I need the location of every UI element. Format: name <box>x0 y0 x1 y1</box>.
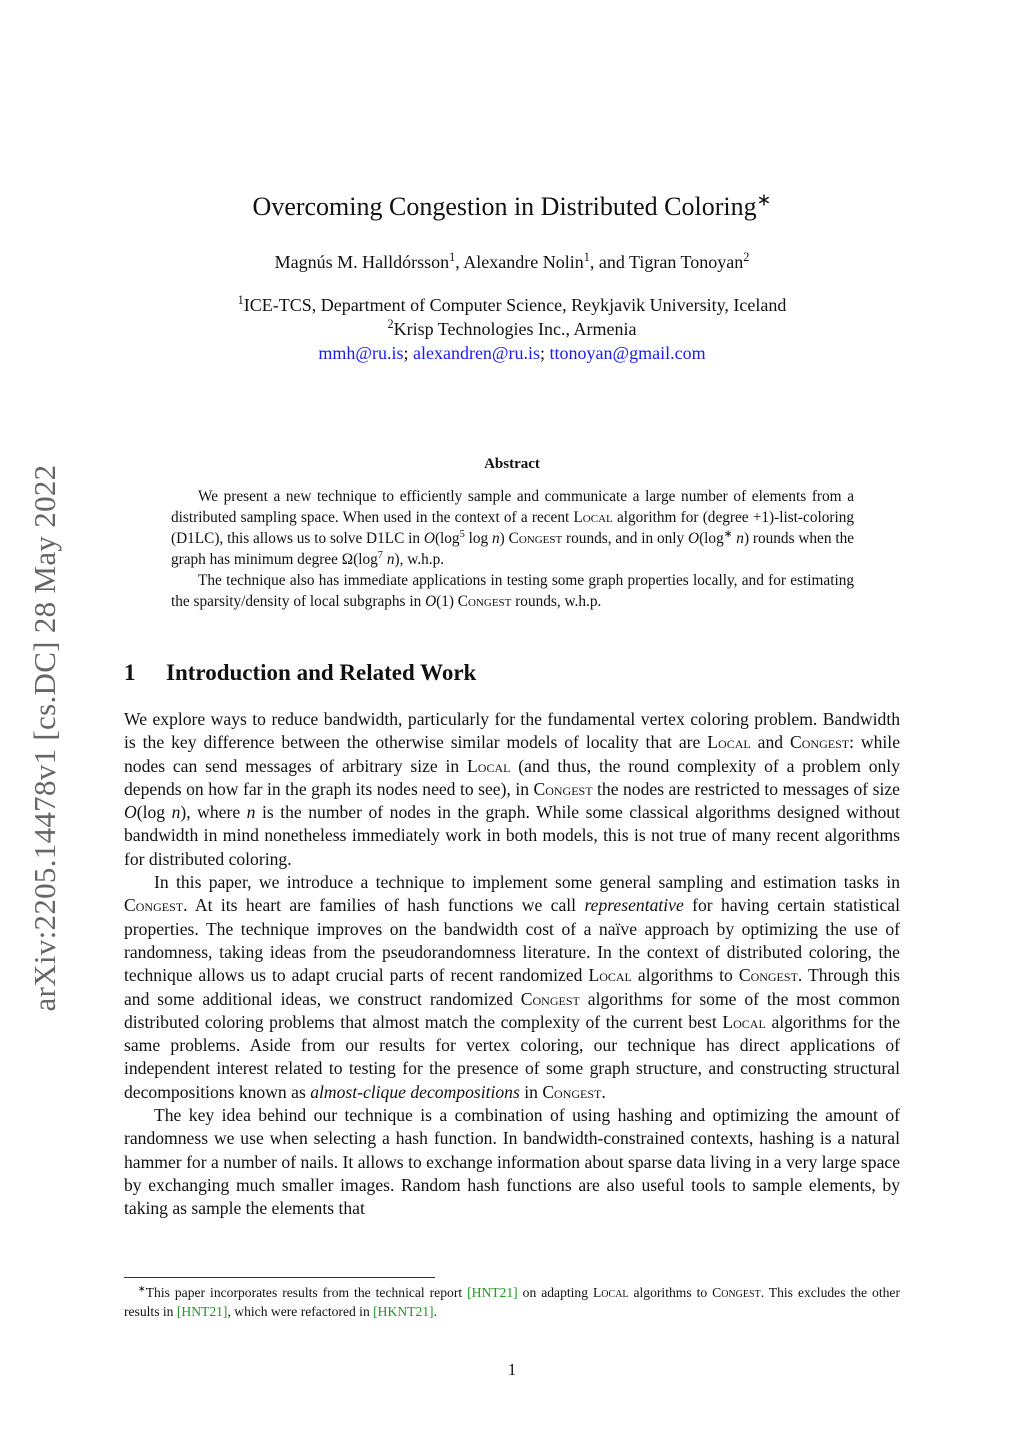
math-var: O <box>423 530 435 547</box>
math-sup: 7 <box>377 549 383 561</box>
model-name: Local <box>593 1285 629 1300</box>
section-title: Introduction and Related Work <box>166 660 477 685</box>
math-run: ) <box>394 551 400 568</box>
math-run: ) <box>180 802 187 823</box>
text-run: . Through this and some additional ideas, we construct randomized <box>124 965 900 1009</box>
page-number: 1 <box>507 1360 517 1379</box>
text-run: for having certain statistical properties. The technique improves on the bandwidth cost of a naïve approach by optimizing the use of randomness, taking ideas from the pseudorandomness literature. In the context of distributed coloring, the technique allows us to adapt crucial parts of recent randomized <box>124 895 900 986</box>
author-name: Magnús M. Halldórsson <box>274 252 450 272</box>
abstract-paragraph <box>171 570 854 612</box>
model-name: Congest <box>790 732 850 753</box>
email-separator: ; <box>403 343 413 363</box>
math-run: log <box>464 530 493 547</box>
math-run: (log <box>136 802 172 823</box>
abstract-body <box>171 486 854 612</box>
text-run: (and thus, the round complexity of a problem only depends on how far in the graph its nodes need to see), in <box>124 755 900 799</box>
emphasis: representative <box>584 895 684 916</box>
text-run: is the number of nodes in the graph. While some classical algorithms designed without bandwidth in mind nonetheless immediately work in both models, this is not true of many recent algorithms for distributed coloring. <box>124 802 900 869</box>
model-name: Congest <box>533 778 593 799</box>
emphasis: almost-clique decompositions <box>310 1081 520 1102</box>
math-run: (log <box>434 530 460 547</box>
math-var: n <box>386 551 395 568</box>
paper-title <box>0 189 1024 222</box>
text-run: algorithms to <box>631 965 739 986</box>
model-name: Local <box>467 755 511 776</box>
math-run: (1) <box>436 593 458 610</box>
math-var: O <box>425 593 437 610</box>
text-run: . <box>601 1081 606 1102</box>
math-run: (log <box>699 530 724 547</box>
email-link[interactable]: ttonoyan@gmail.com <box>549 343 706 363</box>
abstract-paragraph <box>171 486 854 570</box>
author-list <box>0 252 1024 273</box>
model-name: Congest <box>457 593 512 610</box>
email-link[interactable]: mmh@ru.is <box>318 343 404 363</box>
math-sup: ∗ <box>723 528 733 540</box>
model-name: Local <box>573 509 613 526</box>
model-name: Congest <box>124 895 184 916</box>
author-affil-mark: 1 <box>449 250 456 264</box>
author-separator: , and <box>589 252 630 272</box>
model-name: Congest <box>712 1285 761 1300</box>
text-run: algorithm for (degree +1)-list-coloring (D1LC), this allows us to solve D1LC in <box>171 509 855 547</box>
text-run: , which were refactored in <box>227 1304 374 1319</box>
text-run: We explore ways to reduce bandwidth, particularly for the fundamental vertex coloring problem. Bandwidth is the key difference between the otherwise similar models of locality that are <box>124 709 900 753</box>
footnote-mark: ∗ <box>138 1283 146 1294</box>
section-number: 1 <box>124 660 136 685</box>
email-separator: ; <box>540 343 550 363</box>
text-run: This paper incorporates results from the technical report <box>145 1285 468 1300</box>
body-paragraph <box>124 708 900 871</box>
math-var: O <box>688 530 700 547</box>
text-run: and <box>750 732 791 753</box>
arxiv-stamp: arXiv:2205.14478v1 [cs.DC] 28 May 2022 <box>27 464 62 1012</box>
affiliation-2 <box>0 319 1024 340</box>
title-footnote-mark: ∗ <box>756 189 772 210</box>
footnote <box>124 1283 900 1321</box>
author-name: Tigran Tonoyan <box>629 252 744 272</box>
citation-link[interactable]: [HNT21] <box>176 1304 228 1319</box>
body-paragraph: The key idea behind our technique is a combination of using hashing and optimizing the amount of randomness we use when selecting a hash function. In bandwidth-constrained contexts, hashing is a natural hammer for a number of nails. It allows to exchange information about sparse data living in a very large space by exchanging much smaller images. Random hash functions are also useful tools to sample elements, by taking as sample the elements that <box>124 1105 900 1219</box>
text-run: The technique also has immediate applications in testing some graph properties locally, and for estimating the sparsity/density of local subgraphs in <box>171 572 854 610</box>
math-run: ) <box>499 530 505 547</box>
abstract-heading: Abstract <box>484 456 540 472</box>
text-run: We present a new technique to efficiently sample and communicate a large number of elements from a distributed sampling space. When used in the context of a recent <box>171 488 854 526</box>
email-link[interactable]: alexandren@ru.is <box>412 343 541 363</box>
affil-mark: 1 <box>237 293 244 307</box>
section-heading <box>124 660 476 686</box>
footnote-rule <box>124 1277 435 1278</box>
affil-text: ICE-TCS, Department of Computer Science, Reykjavik University, Iceland <box>243 295 787 315</box>
math-run: ) <box>743 530 750 547</box>
author-affil-mark: 1 <box>583 250 590 264</box>
text-run: , where <box>186 802 247 823</box>
text-run: . <box>433 1304 437 1319</box>
affil-mark: 2 <box>387 317 394 331</box>
text-run: algorithms for some of the most common distributed coloring problems that almost match the complexity of the current best <box>124 988 900 1032</box>
text-run: : while nodes can send messages of arbitrary size in <box>124 732 901 776</box>
math-var: n <box>171 802 181 823</box>
model-name: Local <box>722 1011 766 1032</box>
model-name: Local <box>707 732 751 753</box>
text-run: rounds, w.h.p. <box>511 593 602 610</box>
text-run: algorithms to <box>628 1285 713 1300</box>
text-run: In this paper, we introduce a technique to implement some general sampling and estimation tasks in <box>154 872 900 893</box>
text-run: the nodes are restricted to messages of size <box>592 778 900 799</box>
email-line <box>0 343 1024 364</box>
math-var: n <box>246 802 256 823</box>
text-run: . At its heart are families of hash functions we call <box>183 895 585 916</box>
section-body <box>124 708 900 1221</box>
text-run: rounds, and in only <box>562 530 689 547</box>
citation-link[interactable]: [HNT21] <box>467 1285 518 1300</box>
author-separator: , <box>455 252 464 272</box>
model-name: Congest <box>738 965 798 986</box>
model-name: Congest <box>508 530 563 547</box>
body-paragraph <box>124 871 900 1104</box>
title-text: Overcoming Congestion in Distributed Coloring <box>252 192 757 221</box>
citation-link[interactable]: [HKNT21] <box>373 1304 434 1319</box>
text-run: algorithms for the same problems. Aside from our results for vertex coloring, our technique has direct applications of independent interest related to testing for the presence of some graph structure, and constructing structural decompositions known as <box>124 1011 900 1102</box>
author-name: Alexandre Nolin <box>463 252 584 272</box>
text-run: rounds when the graph has minimum degree <box>171 530 855 568</box>
affil-text: Krisp Technologies Inc., Armenia <box>393 319 637 339</box>
text-run: in <box>519 1081 543 1102</box>
math-var: n <box>736 530 744 547</box>
model-name: Congest <box>520 988 580 1009</box>
text-run: on adapting <box>517 1285 593 1300</box>
math-sup: 5 <box>459 528 465 540</box>
math-run: Ω(log <box>341 551 378 568</box>
affiliation-1 <box>0 295 1024 316</box>
math-var: n <box>492 530 500 547</box>
math-var: O <box>124 802 137 823</box>
model-name: Local <box>588 965 632 986</box>
author-affil-mark: 2 <box>743 250 750 264</box>
text-run: . This excludes the other results in <box>124 1285 900 1319</box>
text-run: , w.h.p. <box>399 551 445 568</box>
model-name: Congest <box>542 1081 602 1102</box>
